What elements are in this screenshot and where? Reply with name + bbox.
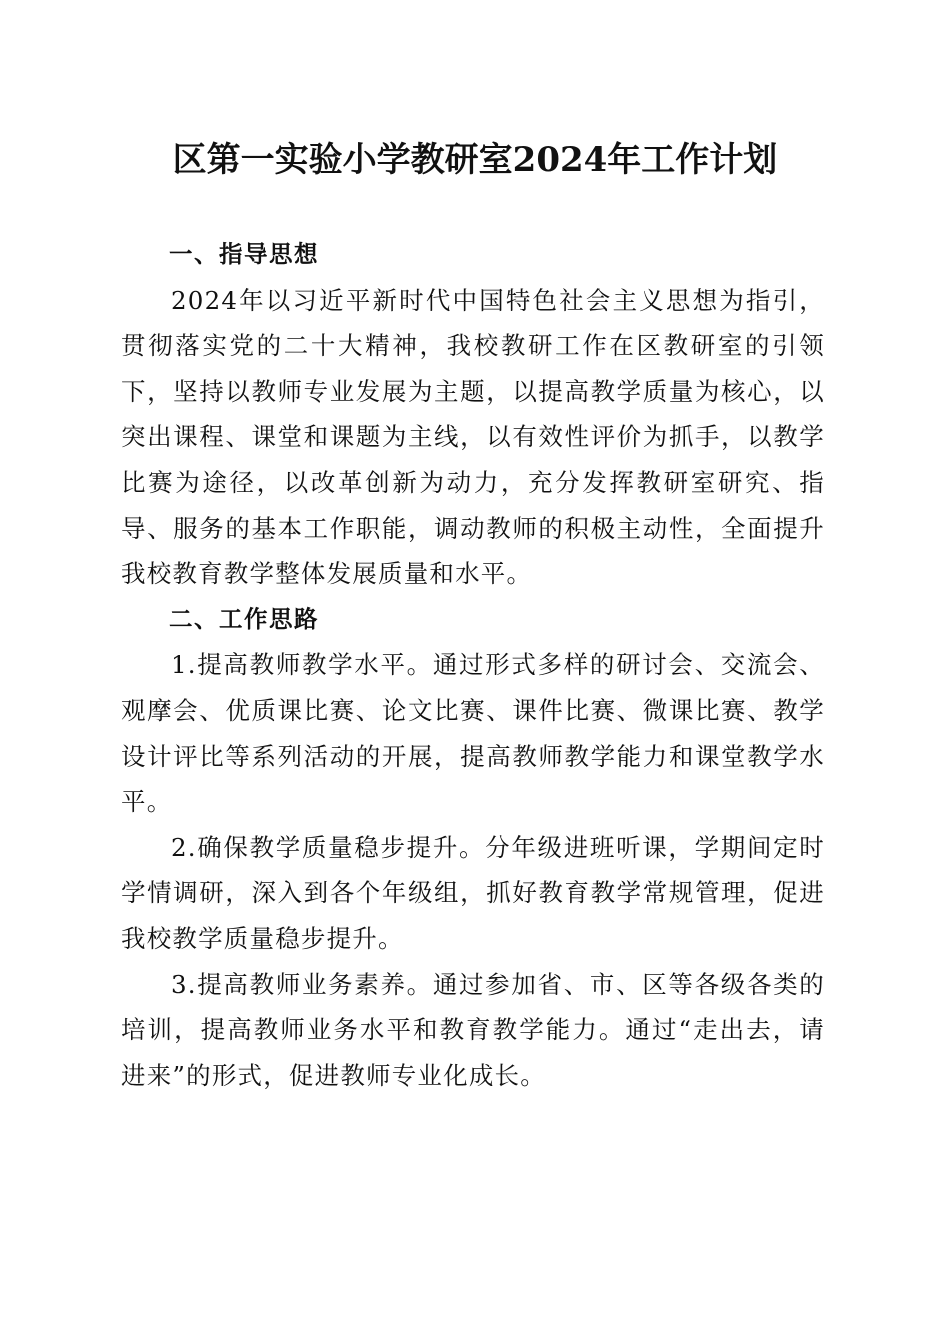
paragraph-item-3: 3.提高教师业务素养。通过参加省、市、区等各级各类的培训，提高教师业务水平和教育教学能力。通过“走出去，请进来”的形式，促进教师专业化成长。 — [121, 969, 825, 1090]
section-heading-work-ideas: 二、工作思路 — [169, 604, 319, 633]
paragraph-item-2: 2.确保教学质量稳步提升。分年级进班听课，学期间定时学情调研，深入到各个年级组，抓好教育教学常规管理，促进我校教学质量稳步提升。 — [121, 832, 825, 953]
document-body — [121, 232, 825, 1098]
section-heading-guiding-thought: 一、指导思想 — [169, 240, 319, 268]
paragraph-item-1: 1.提高教师教学水平。通过形式多样的研讨会、交流会、观摩会、优质课比赛、论文比赛、课件比赛、微课比赛、教学设计评比等系列活动的开展，提高教师教学能力和课堂教学水平。 — [121, 650, 825, 817]
document-title: 区第一实验小学教研室2024年工作计划 — [172, 140, 778, 180]
paragraph-guiding-thought: 2024年以习近平新时代中国特色社会主义思想为指引，贯彻落实党的二十大精神，我校教研工作在区教研室的引领下，坚持以教师专业发展为主题，以提高教学质量为核心，以突出课程、课堂和课题为主线，以有效性评价为抓手，以教学比赛为途径，以改革创新为动力，充分发挥教研室研究、指导、服务的基本工作职能，调动教师的积极主动性，全面提升我校教育教学整体发展质量和水平。 — [121, 285, 825, 589]
